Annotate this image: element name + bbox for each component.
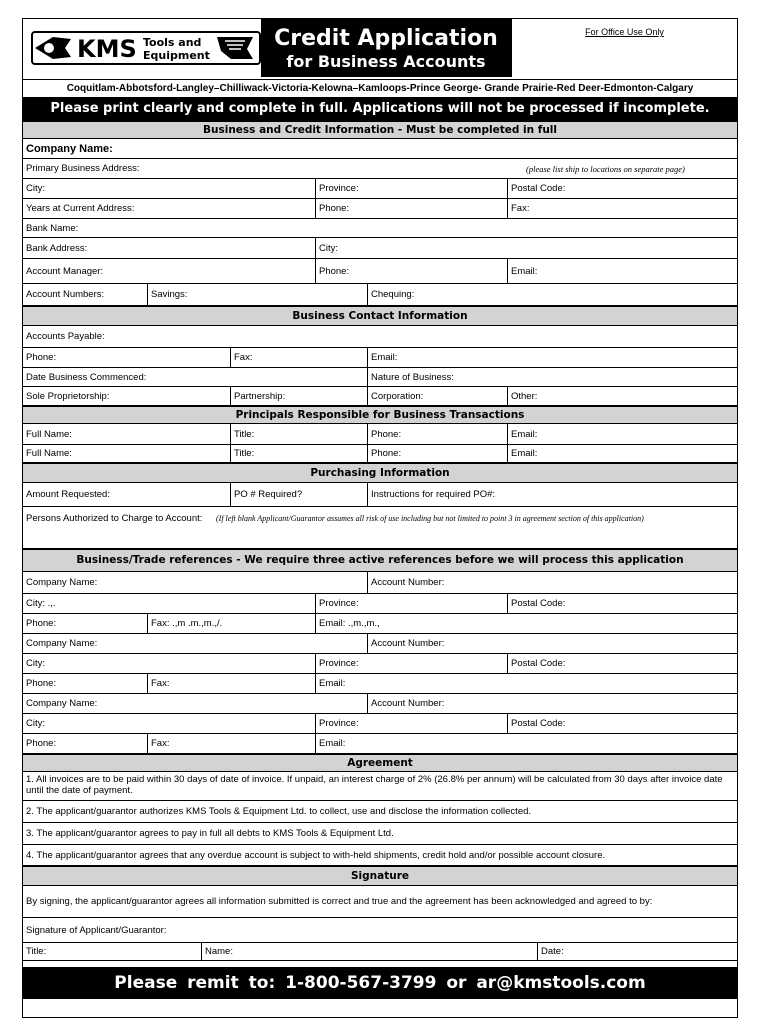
row-primary-address[interactable]	[23, 159, 737, 179]
ref3-account-label: Account Number:	[367, 694, 737, 713]
bank-city-label: City:	[315, 238, 737, 258]
ref1-account-label: Account Number:	[367, 572, 737, 593]
row-ref3-city[interactable]	[23, 714, 737, 734]
contact-phone-label: Phone:	[26, 352, 57, 363]
row-ref1-company[interactable]	[23, 572, 737, 594]
ref1-postal-label: Postal Code:	[507, 594, 737, 613]
row-business-type[interactable]	[23, 387, 737, 406]
logo-sub2: Equipment	[143, 49, 210, 62]
sig-name-label: Name:	[201, 943, 537, 960]
date-commenced-label: Date Business Commenced:	[26, 371, 147, 383]
ref1-city-label: City: .,.	[26, 598, 56, 609]
ref3-company-label: Company Name:	[26, 698, 98, 709]
row-principal-1[interactable]	[23, 424, 737, 445]
row-years[interactable]	[23, 199, 737, 219]
credit-application-form	[22, 18, 738, 1018]
partnership-label: Partnership:	[230, 387, 367, 405]
ref2-province-label: Province:	[315, 654, 507, 673]
po-required-label: PO # Required?	[230, 483, 367, 506]
office-use-box	[511, 19, 737, 77]
ref2-company-label: Company Name:	[26, 638, 98, 649]
office-use-label: For Office Use Only	[585, 27, 664, 37]
ref2-city-label: City:	[26, 658, 45, 669]
principal-1-email-label: Email:	[507, 424, 737, 444]
agreement-item-1: 1. All invoices are to be paid within 30 days of date of invoice. If unpaid, an interest charge of 2% (26.8% per annum) will be calculated from 30 days after invoice date until the date of payment.	[23, 772, 737, 801]
other-label: Other:	[507, 387, 737, 405]
amount-requested-label: Amount Requested:	[26, 489, 110, 500]
phone-label: Phone:	[315, 199, 507, 218]
postal-label: Postal Code:	[507, 179, 737, 198]
principal-2-email-label: Email:	[507, 445, 737, 462]
section-references: Business/Trade references - We require three active references before we will process this application	[23, 549, 737, 572]
agreement-item-4: 4. The applicant/guarantor agrees that any overdue account is subject to with-held shipments, credit hold and/or possible account closure.	[23, 845, 737, 866]
row-bank-name[interactable]	[23, 219, 737, 238]
row-account-manager[interactable]	[23, 259, 737, 284]
agreement-item-3: 3. The applicant/guarantor agrees to pay in full all debts to KMS Tools & Equipment Ltd.	[23, 823, 737, 845]
row-ref1-city[interactable]	[23, 594, 737, 614]
row-ref2-company[interactable]	[23, 634, 737, 654]
notice-banner: Please print clearly and complete in full. Applications will not be processed if incomplete.	[23, 97, 737, 121]
ref3-email-label: Email:	[315, 734, 737, 753]
account-numbers-label: Account Numbers:	[26, 289, 105, 300]
form-title: Credit Application	[274, 26, 498, 51]
section-agreement: Agreement	[23, 754, 737, 772]
logo-sub1: Tools and	[143, 36, 202, 49]
section-principals: Principals Responsible for Business Transactions	[23, 406, 737, 424]
kms-logo	[31, 29, 261, 67]
company-name-label: Company Name:	[26, 142, 113, 155]
principal-1-name-label: Full Name:	[26, 428, 72, 440]
am-phone-label: Phone:	[315, 259, 507, 283]
row-amount-requested[interactable]	[23, 483, 737, 507]
ref3-province-label: Province:	[315, 714, 507, 733]
po-instructions-label: Instructions for required PO#:	[367, 483, 737, 506]
logo-text: KMS	[77, 35, 137, 63]
principal-2-name-label: Full Name:	[26, 448, 72, 459]
row-date-commenced[interactable]	[23, 368, 737, 387]
savings-label: Savings:	[147, 284, 367, 305]
title-block	[261, 19, 511, 77]
row-company-name[interactable]	[23, 139, 737, 159]
ref2-postal-label: Postal Code:	[507, 654, 737, 673]
signature-label: Signature of Applicant/Guarantor:	[26, 924, 167, 936]
principal-1-title-label: Title:	[230, 424, 367, 444]
row-principal-2[interactable]	[23, 445, 737, 463]
section-business-credit: Business and Credit Information - Must be completed in full	[23, 121, 737, 139]
row-accounts-payable[interactable]	[23, 326, 737, 348]
years-label: Years at Current Address:	[26, 203, 135, 214]
sig-date-label: Date:	[537, 943, 737, 960]
principal-2-title-label: Title:	[230, 445, 367, 462]
ref3-city-label: City:	[26, 718, 45, 729]
bank-address-label: Bank Address:	[26, 242, 88, 254]
row-ref2-phone[interactable]	[23, 674, 737, 694]
sig-title-label: Title:	[26, 946, 47, 957]
form-subtitle: for Business Accounts	[286, 52, 486, 71]
ref2-account-label: Account Number:	[367, 634, 737, 653]
row-ref3-company[interactable]	[23, 694, 737, 714]
am-email-label: Email:	[507, 259, 737, 283]
form-header	[23, 19, 737, 79]
ship-note: (please list ship to locations on separate page)	[526, 163, 685, 174]
corporation-label: Corporation:	[367, 387, 507, 405]
sole-label: Sole Proprietorship:	[26, 390, 110, 402]
ref1-company-label: Company Name:	[26, 577, 98, 588]
locations-line: Coquitlam-Abbotsford-Langley–Chilliwack-Victoria-Kelowna–Kamloops-Prince George- Grande Prairie-Red Deer-Edmonton-Calgary	[23, 79, 737, 97]
agreement-item-2: 2. The applicant/guarantor authorizes KMS Tools & Equipment Ltd. to collect, use and disclose the information collected.	[23, 801, 737, 823]
signature-statement: By signing, the applicant/guarantor agrees all information submitted is correct and true and the agreement has been acknowledged and agreed to by:	[26, 896, 653, 907]
row-contact-phone[interactable]	[23, 348, 737, 368]
fax-label: Fax:	[507, 199, 737, 218]
accounts-payable-label: Accounts Payable:	[26, 331, 105, 342]
row-account-numbers[interactable]	[23, 284, 737, 306]
contact-fax-label: Fax:	[230, 348, 367, 367]
row-ref1-phone[interactable]	[23, 614, 737, 634]
account-manager-label: Account Manager:	[26, 265, 104, 277]
row-city[interactable]	[23, 179, 737, 199]
bank-name-label: Bank Name:	[26, 222, 79, 234]
contact-email-label: Email:	[367, 348, 737, 367]
principal-1-phone-label: Phone:	[367, 424, 507, 444]
row-ref3-phone[interactable]	[23, 734, 737, 754]
row-persons-authorized[interactable]	[23, 507, 737, 549]
remit-banner: Please remit to: 1-800-567-3799 or ar@kmstools.com	[23, 967, 737, 999]
ref3-postal-label: Postal Code:	[507, 714, 737, 733]
row-title-name-date[interactable]	[23, 943, 737, 961]
ref3-phone-label: Phone:	[26, 738, 57, 749]
ref2-email-label: Email:	[315, 674, 737, 693]
persons-authorized-label: Persons Authorized to Charge to Account:	[26, 512, 203, 524]
row-signature-statement	[23, 886, 737, 918]
chequing-label: Chequing:	[367, 284, 737, 305]
row-signature[interactable]	[23, 918, 737, 943]
province-label: Province:	[315, 179, 507, 198]
ref1-fax-label: Fax: .,m .m.,m.,/.	[147, 614, 315, 633]
primary-address-label: Primary Business Address:	[26, 163, 140, 174]
nature-label: Nature of Business:	[367, 368, 737, 386]
principal-2-phone-label: Phone:	[367, 445, 507, 462]
city-label: City:	[26, 183, 45, 194]
section-signature: Signature	[23, 866, 737, 886]
ref1-email-label: Email: .,m.,m.,	[315, 614, 737, 633]
ref3-fax-label: Fax:	[147, 734, 315, 753]
ref1-province-label: Province:	[315, 594, 507, 613]
ref1-phone-label: Phone:	[26, 618, 57, 629]
section-business-contact: Business Contact Information	[23, 306, 737, 326]
ref2-fax-label: Fax:	[147, 674, 315, 693]
persons-authorized-note: (If left blank Applicant/Guarantor assumes all risk of use including but not limited to point 3 in agreement section of this application)	[216, 513, 644, 523]
row-bank-address[interactable]	[23, 238, 737, 259]
section-purchasing: Purchasing Information	[23, 463, 737, 483]
row-ref2-city[interactable]	[23, 654, 737, 674]
ref2-phone-label: Phone:	[26, 678, 57, 689]
